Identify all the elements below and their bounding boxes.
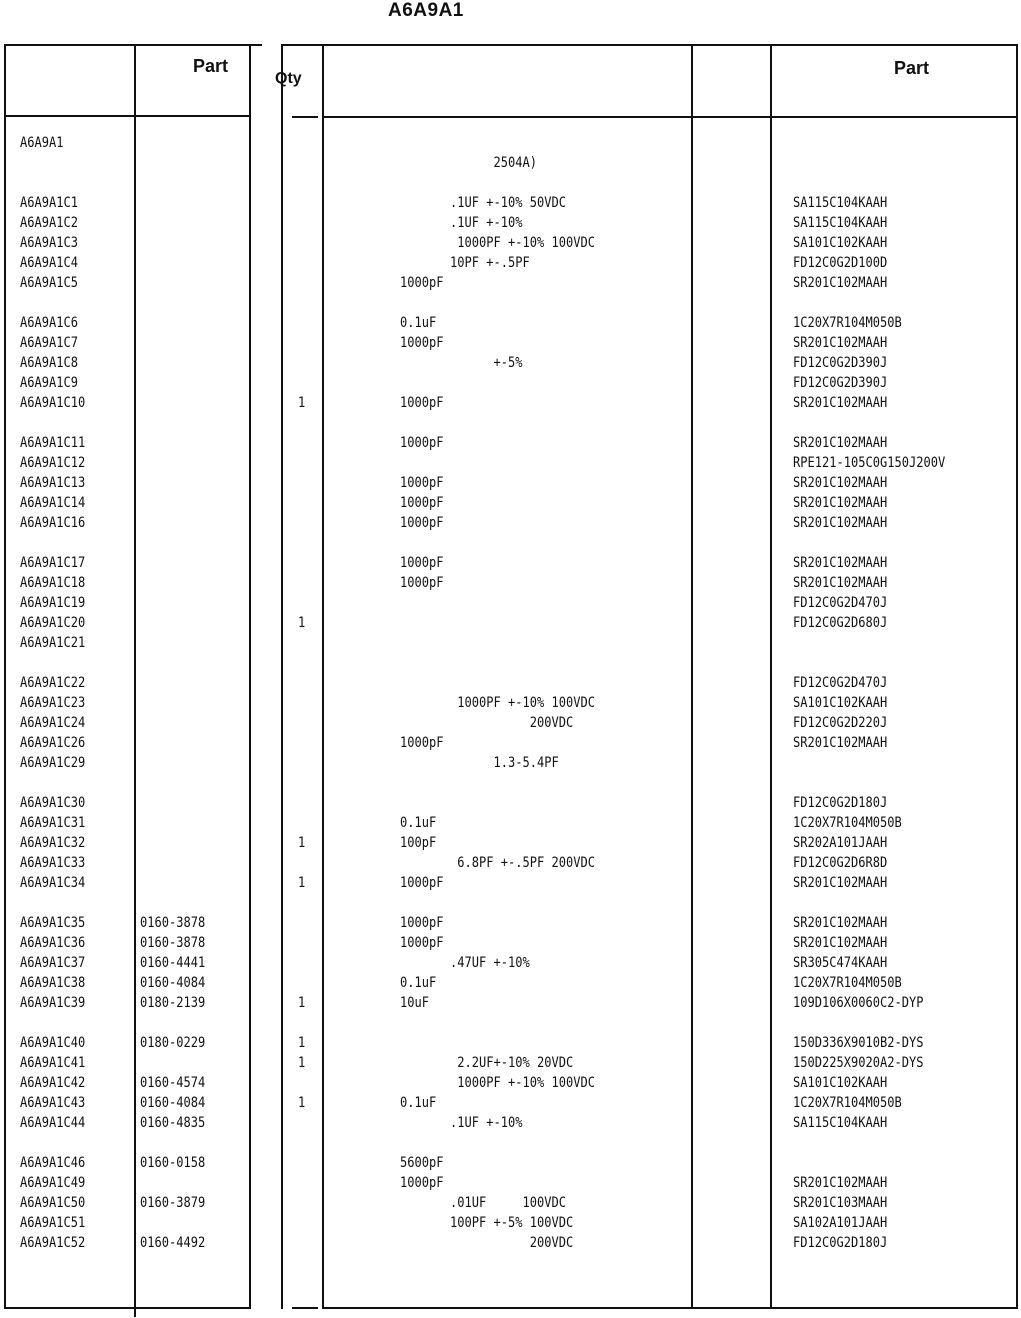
part-number: 0180-2139: [140, 995, 206, 1011]
table-bottom-border-mid: [292, 1307, 318, 1309]
table-row: [0, 833, 1021, 853]
ref-designator: A6A9A1: [20, 135, 64, 151]
table-row: [0, 953, 1021, 973]
description-value: 10uF: [400, 995, 429, 1011]
ref-designator: A6A9A1C29: [20, 755, 86, 771]
mfr-part-number: SR201C102MAAH: [793, 435, 888, 451]
quantity: 1: [298, 875, 306, 891]
mfr-part-number: SA102A101JAAH: [793, 1215, 888, 1231]
table-row: [0, 713, 1021, 733]
table-row: [0, 473, 1021, 493]
mfr-part-number: SA101C102KAAH: [793, 235, 888, 251]
description-value: 1000pF: [400, 275, 444, 291]
mfr-part-number: SA101C102KAAH: [793, 695, 888, 711]
quantity: 1: [298, 1095, 306, 1111]
description-value: 1000pF: [400, 575, 444, 591]
ref-designator: A6A9A1C2: [20, 215, 78, 231]
ref-designator: A6A9A1C5: [20, 275, 78, 291]
table-row: [0, 573, 1021, 593]
description-text: 100PF +-5% 100VDC: [450, 1215, 574, 1231]
part-number: 0160-3878: [140, 935, 206, 951]
ref-designator: A6A9A1C13: [20, 475, 86, 491]
ref-designator: A6A9A1C52: [20, 1235, 86, 1251]
mfr-part-number: FD12C0G2D390J: [793, 375, 888, 391]
table-row: [0, 593, 1021, 613]
description-text: 200VDC: [450, 1235, 574, 1251]
description-text: .47UF +-10%: [450, 955, 530, 971]
ref-designator: A6A9A1C10: [20, 395, 86, 411]
description-value: 100pF: [400, 835, 437, 851]
mfr-part-number: 150D336X9010B2-DYS: [793, 1035, 924, 1051]
mfr-part-number: SR202A101JAAH: [793, 835, 888, 851]
table-row: [0, 1053, 1021, 1073]
part-number: 0160-3878: [140, 915, 206, 931]
table-row: [0, 1233, 1021, 1253]
mfr-part-number: SR201C102MAAH: [793, 395, 888, 411]
mfr-part-number: SR201C102MAAH: [793, 915, 888, 931]
ref-designator: A6A9A1C32: [20, 835, 86, 851]
mfr-part-number: SR201C103MAAH: [793, 1195, 888, 1211]
table-row: [0, 273, 1021, 293]
mfr-part-number: SR305C474KAAH: [793, 955, 888, 971]
table-row: [0, 733, 1021, 753]
ref-designator: A6A9A1C23: [20, 695, 86, 711]
ref-designator: A6A9A1C31: [20, 815, 86, 831]
description-value: 1000pF: [400, 875, 444, 891]
table-row: [0, 433, 1021, 453]
ref-designator: A6A9A1C36: [20, 935, 86, 951]
ref-designator: A6A9A1C14: [20, 495, 86, 511]
part-number: 0160-0158: [140, 1155, 206, 1171]
table-row: [0, 193, 1021, 213]
description-value: 1000pF: [400, 395, 444, 411]
ref-designator: A6A9A1C21: [20, 635, 86, 651]
ref-designator: A6A9A1C11: [20, 435, 86, 451]
ref-designator: A6A9A1C35: [20, 915, 86, 931]
quantity: 1: [298, 395, 306, 411]
table-row: [0, 813, 1021, 833]
table-row: [0, 253, 1021, 273]
ref-designator: A6A9A1C4: [20, 255, 78, 271]
ref-designator: A6A9A1C39: [20, 995, 86, 1011]
mfr-part-number: SR201C102MAAH: [793, 555, 888, 571]
table-row: [0, 753, 1021, 773]
mfr-part-number: 1C20X7R104M050B: [793, 1095, 902, 1111]
table-row: [0, 1113, 1021, 1133]
part-number: 0160-4084: [140, 1095, 206, 1111]
table-row: [0, 213, 1021, 233]
mfr-part-number: SA115C104KAAH: [793, 1115, 888, 1131]
table-row: [0, 493, 1021, 513]
description-text: 1.3-5.4PF: [450, 755, 559, 771]
mfr-part-number: SR201C102MAAH: [793, 515, 888, 531]
mfr-part-number: 150D225X9020A2-DYS: [793, 1055, 924, 1071]
ref-designator: A6A9A1C34: [20, 875, 86, 891]
ref-designator: A6A9A1C41: [20, 1055, 86, 1071]
ref-designator: A6A9A1C24: [20, 715, 86, 731]
part-number: 0160-4084: [140, 975, 206, 991]
mfr-part-number: SR201C102MAAH: [793, 935, 888, 951]
header-bottom-border-right: [323, 116, 1018, 118]
table-row: [0, 793, 1021, 813]
description-text: 2504A): [450, 155, 537, 171]
mfr-part-number: SR201C102MAAH: [793, 1175, 888, 1191]
table-row: [0, 233, 1021, 253]
description-text: .1UF +-10% 50VDC: [450, 195, 566, 211]
description-value: 1000pF: [400, 335, 444, 351]
page-title: A6A9A1: [388, 0, 464, 21]
ref-designator: A6A9A1C30: [20, 795, 86, 811]
part-number: 0160-4835: [140, 1115, 206, 1131]
ref-designator: A6A9A1C46: [20, 1155, 86, 1171]
ref-designator: A6A9A1C38: [20, 975, 86, 991]
mfr-part-number: FD12C0G2D220J: [793, 715, 888, 731]
ref-designator: A6A9A1C20: [20, 615, 86, 631]
table-row: [0, 693, 1021, 713]
mfr-part-number: SR201C102MAAH: [793, 575, 888, 591]
description-value: 0.1uF: [400, 975, 437, 991]
header-bottom-border-mid: [292, 116, 318, 118]
mfr-part-number: SR201C102MAAH: [793, 875, 888, 891]
table-row: [0, 853, 1021, 873]
table-row: [0, 133, 1021, 153]
ref-designator: A6A9A1C19: [20, 595, 86, 611]
table-row: [0, 1193, 1021, 1213]
ref-designator: A6A9A1C8: [20, 355, 78, 371]
ref-designator: A6A9A1C40: [20, 1035, 86, 1051]
ref-designator: A6A9A1C1: [20, 195, 78, 211]
description-text: 1000PF +-10% 100VDC: [450, 695, 595, 711]
description-text: 10PF +-.5PF: [450, 255, 530, 271]
mfr-part-number: SR201C102MAAH: [793, 475, 888, 491]
ref-designator: A6A9A1C22: [20, 675, 86, 691]
ref-designator: A6A9A1C9: [20, 375, 78, 391]
mfr-part-number: FD12C0G2D390J: [793, 355, 888, 371]
table-row: [0, 873, 1021, 893]
description-value: 1000pF: [400, 915, 444, 931]
description-value: 0.1uF: [400, 815, 437, 831]
mfr-part-number: FD12C0G2D680J: [793, 615, 888, 631]
ref-designator: A6A9A1C37: [20, 955, 86, 971]
table-row: [0, 673, 1021, 693]
ref-designator: A6A9A1C17: [20, 555, 86, 571]
ref-designator: A6A9A1C3: [20, 235, 78, 251]
mfr-part-number: FD12C0G2D180J: [793, 795, 888, 811]
mfr-part-number: SR201C102MAAH: [793, 335, 888, 351]
ref-designator: A6A9A1C49: [20, 1175, 86, 1191]
table-row: [0, 353, 1021, 373]
description-value: 1000pF: [400, 735, 444, 751]
table-row: [0, 633, 1021, 653]
table-row: [0, 913, 1021, 933]
ref-designator: A6A9A1C7: [20, 335, 78, 351]
table-row: [0, 553, 1021, 573]
table-bottom-border-right: [323, 1307, 1018, 1309]
mfr-part-number: SA115C104KAAH: [793, 215, 888, 231]
header-bottom-border-left: [4, 115, 251, 117]
description-text: .1UF +-10%: [450, 1115, 523, 1131]
mfr-part-number: SR201C102MAAH: [793, 275, 888, 291]
table-row: [0, 1033, 1021, 1053]
table-row: [0, 333, 1021, 353]
description-text: .1UF +-10%: [450, 215, 523, 231]
table-row: [0, 973, 1021, 993]
description-value: 1000pF: [400, 495, 444, 511]
table-row: [0, 313, 1021, 333]
quantity: 1: [298, 1035, 306, 1051]
description-text: 1000PF +-10% 100VDC: [450, 1075, 595, 1091]
mfr-part-number: 1C20X7R104M050B: [793, 315, 902, 331]
table-bottom-border-left: [4, 1307, 251, 1309]
ref-designator: A6A9A1C43: [20, 1095, 86, 1111]
table-row: [0, 1073, 1021, 1093]
table-row: [0, 933, 1021, 953]
description-value: 1000pF: [400, 475, 444, 491]
description-value: 1000pF: [400, 1175, 444, 1191]
description-text: 200VDC: [450, 715, 574, 731]
quantity: 1: [298, 615, 306, 631]
ref-designator: A6A9A1C26: [20, 735, 86, 751]
table-row: [0, 453, 1021, 473]
mfr-part-number: FD12C0G2D470J: [793, 595, 888, 611]
description-value: 1000pF: [400, 555, 444, 571]
description-text: +-5%: [450, 355, 523, 371]
description-text: 6.8PF +-.5PF 200VDC: [450, 855, 595, 871]
description-value: 1000pF: [400, 435, 444, 451]
part-number: 0160-4441: [140, 955, 206, 971]
table-top-border-right: [281, 44, 1018, 46]
ref-designator: A6A9A1C42: [20, 1075, 86, 1091]
table-row: [0, 993, 1021, 1013]
quantity: 1: [298, 1055, 306, 1071]
header-part-right: Part: [894, 58, 930, 78]
description-text: 1000PF +-10% 100VDC: [450, 235, 595, 251]
header-qty: Qty: [275, 70, 302, 87]
ref-designator: A6A9A1C16: [20, 515, 86, 531]
description-value: 1000pF: [400, 515, 444, 531]
part-number: 0160-3879: [140, 1195, 206, 1211]
mfr-part-number: 1C20X7R104M050B: [793, 975, 902, 991]
ref-designator: A6A9A1C50: [20, 1195, 86, 1211]
mfr-part-number: 1C20X7R104M050B: [793, 815, 902, 831]
part-number: 0160-4574: [140, 1075, 206, 1091]
table-row: [0, 153, 1021, 173]
description-text: .01UF 100VDC: [450, 1195, 566, 1211]
ref-designator: A6A9A1C6: [20, 315, 78, 331]
table-row: [0, 613, 1021, 633]
mfr-part-number: SR201C102MAAH: [793, 495, 888, 511]
mfr-part-number: SA115C104KAAH: [793, 195, 888, 211]
ref-designator: A6A9A1C51: [20, 1215, 86, 1231]
mfr-part-number: 109D106X0060C2-DYP: [793, 995, 924, 1011]
ref-designator: A6A9A1C18: [20, 575, 86, 591]
description-value: 0.1uF: [400, 1095, 437, 1111]
quantity: 1: [298, 995, 306, 1011]
part-number: 0160-4492: [140, 1235, 206, 1251]
mfr-part-number: RPE121-105C0G150J200V: [793, 455, 946, 471]
table-row: [0, 393, 1021, 413]
table-row: [0, 1173, 1021, 1193]
mfr-part-number: FD12C0G2D100D: [793, 255, 888, 271]
ref-designator: A6A9A1C44: [20, 1115, 86, 1131]
mfr-part-number: FD12C0G2D470J: [793, 675, 888, 691]
mfr-part-number: FD12C0G2D180J: [793, 1235, 888, 1251]
table-row: [0, 513, 1021, 533]
ref-designator: A6A9A1C12: [20, 455, 86, 471]
mfr-part-number: FD12C0G2D6R8D: [793, 855, 888, 871]
part-number: 0180-0229: [140, 1035, 206, 1051]
table-top-border-left: [4, 44, 262, 46]
header-part-left: Part: [193, 56, 229, 76]
description-text: 2.2UF+-10% 20VDC: [450, 1055, 574, 1071]
mfr-part-number: SR201C102MAAH: [793, 735, 888, 751]
table-row: [0, 1153, 1021, 1173]
description-value: 5600pF: [400, 1155, 444, 1171]
table-row: [0, 1093, 1021, 1113]
quantity: 1: [298, 835, 306, 851]
mfr-part-number: SA101C102KAAH: [793, 1075, 888, 1091]
description-value: 0.1uF: [400, 315, 437, 331]
table-row: [0, 1213, 1021, 1233]
table-row: [0, 373, 1021, 393]
description-value: 1000pF: [400, 935, 444, 951]
ref-designator: A6A9A1C33: [20, 855, 86, 871]
